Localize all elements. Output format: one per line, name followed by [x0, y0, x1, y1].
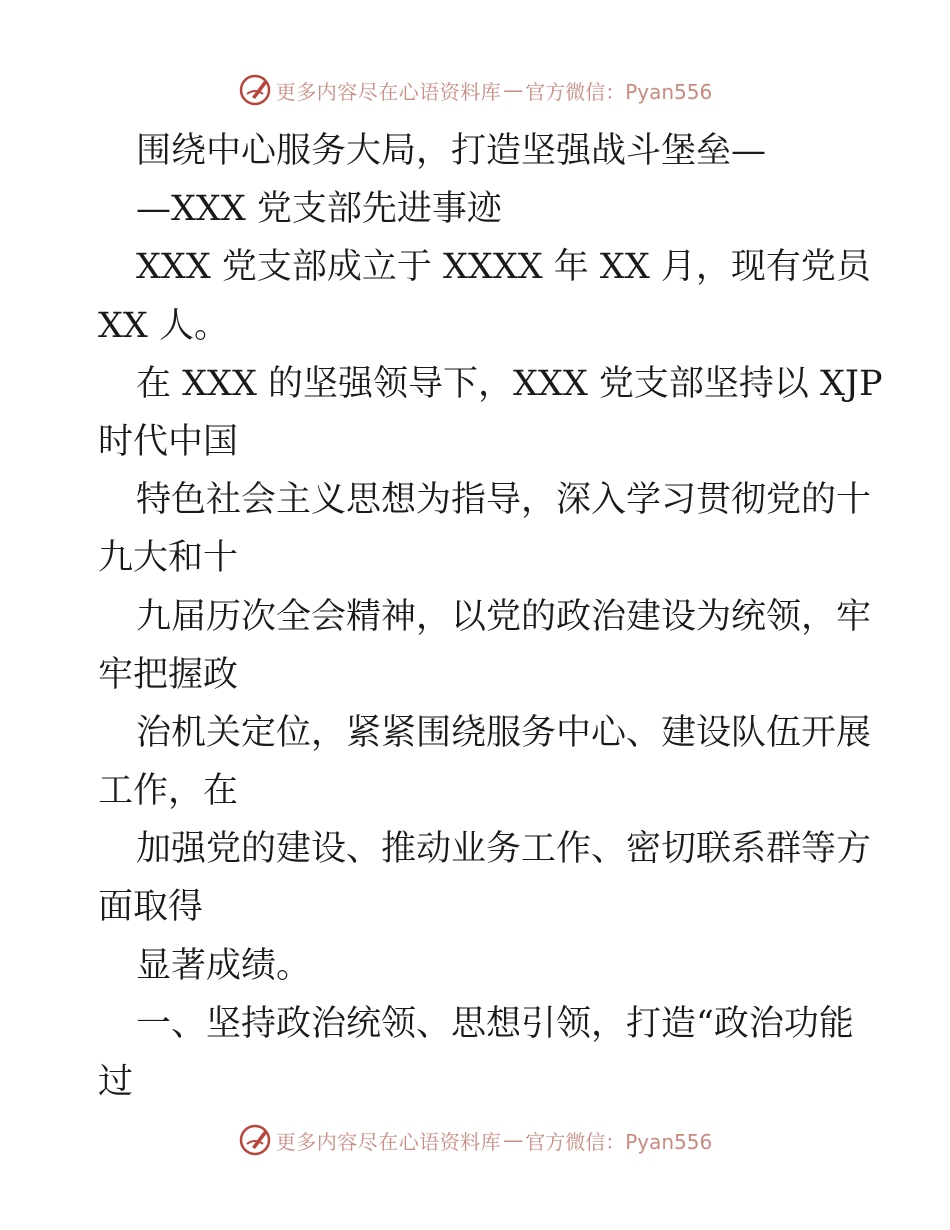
- paragraph-line: 治机关定位，紧紧围绕服务中心、建设队伍开展: [136, 712, 872, 753]
- paragraph-line: 时代中国: [98, 421, 239, 462]
- paragraph-line: 在 XXX 的坚强领导下，XXX 党支部坚持以 XJP: [136, 363, 883, 404]
- book-pen-logo-icon: [238, 1123, 272, 1157]
- book-pen-logo-icon: [238, 73, 272, 107]
- watermark-contact: 官方微信：Pyan556: [525, 79, 713, 104]
- paragraph-line: 面取得: [98, 887, 204, 928]
- paragraph-line: XXX 党支部成立于 XXXX 年 XX 月，现有党员: [136, 247, 871, 288]
- paragraph-line: 工作，在: [98, 771, 239, 812]
- footer-watermark: [0, 1120, 950, 1160]
- paragraph-line: 显著成绩。: [136, 945, 312, 986]
- title-line-1: 围绕中心服务大局，打造坚强战斗堡垒—: [136, 131, 767, 171]
- watermark-separator: —: [503, 1128, 524, 1152]
- paragraph-line: 加强党的建设、推动业务工作、密切联系群等方: [136, 829, 872, 870]
- watermark-brand: 更多内容尽在心语资料库: [275, 1129, 502, 1154]
- watermark-contact: 官方微信：Pyan556: [525, 1129, 713, 1154]
- header-watermark: [0, 70, 950, 110]
- title-line-2: —XXX 党支部先进事迹: [136, 189, 502, 230]
- paragraph-line: 九大和十: [98, 538, 239, 579]
- watermark-separator: —: [503, 78, 524, 102]
- paragraph-line: 特色社会主义思想为指导，深入学习贯彻党的十: [136, 480, 872, 521]
- paragraph-line: 九届历次全会精神，以党的政治建设为统领，牢: [136, 596, 872, 637]
- section-heading-line: 一、坚持政治统领、思想引领，打造“政治功能: [136, 1003, 854, 1044]
- paragraph-line: XX 人。: [98, 305, 229, 346]
- section-heading-line: 过: [98, 1062, 134, 1102]
- paragraph-line: 牢把握政: [98, 654, 239, 695]
- watermark-brand: 更多内容尽在心语资料库: [275, 79, 502, 104]
- document-body: [98, 122, 883, 1111]
